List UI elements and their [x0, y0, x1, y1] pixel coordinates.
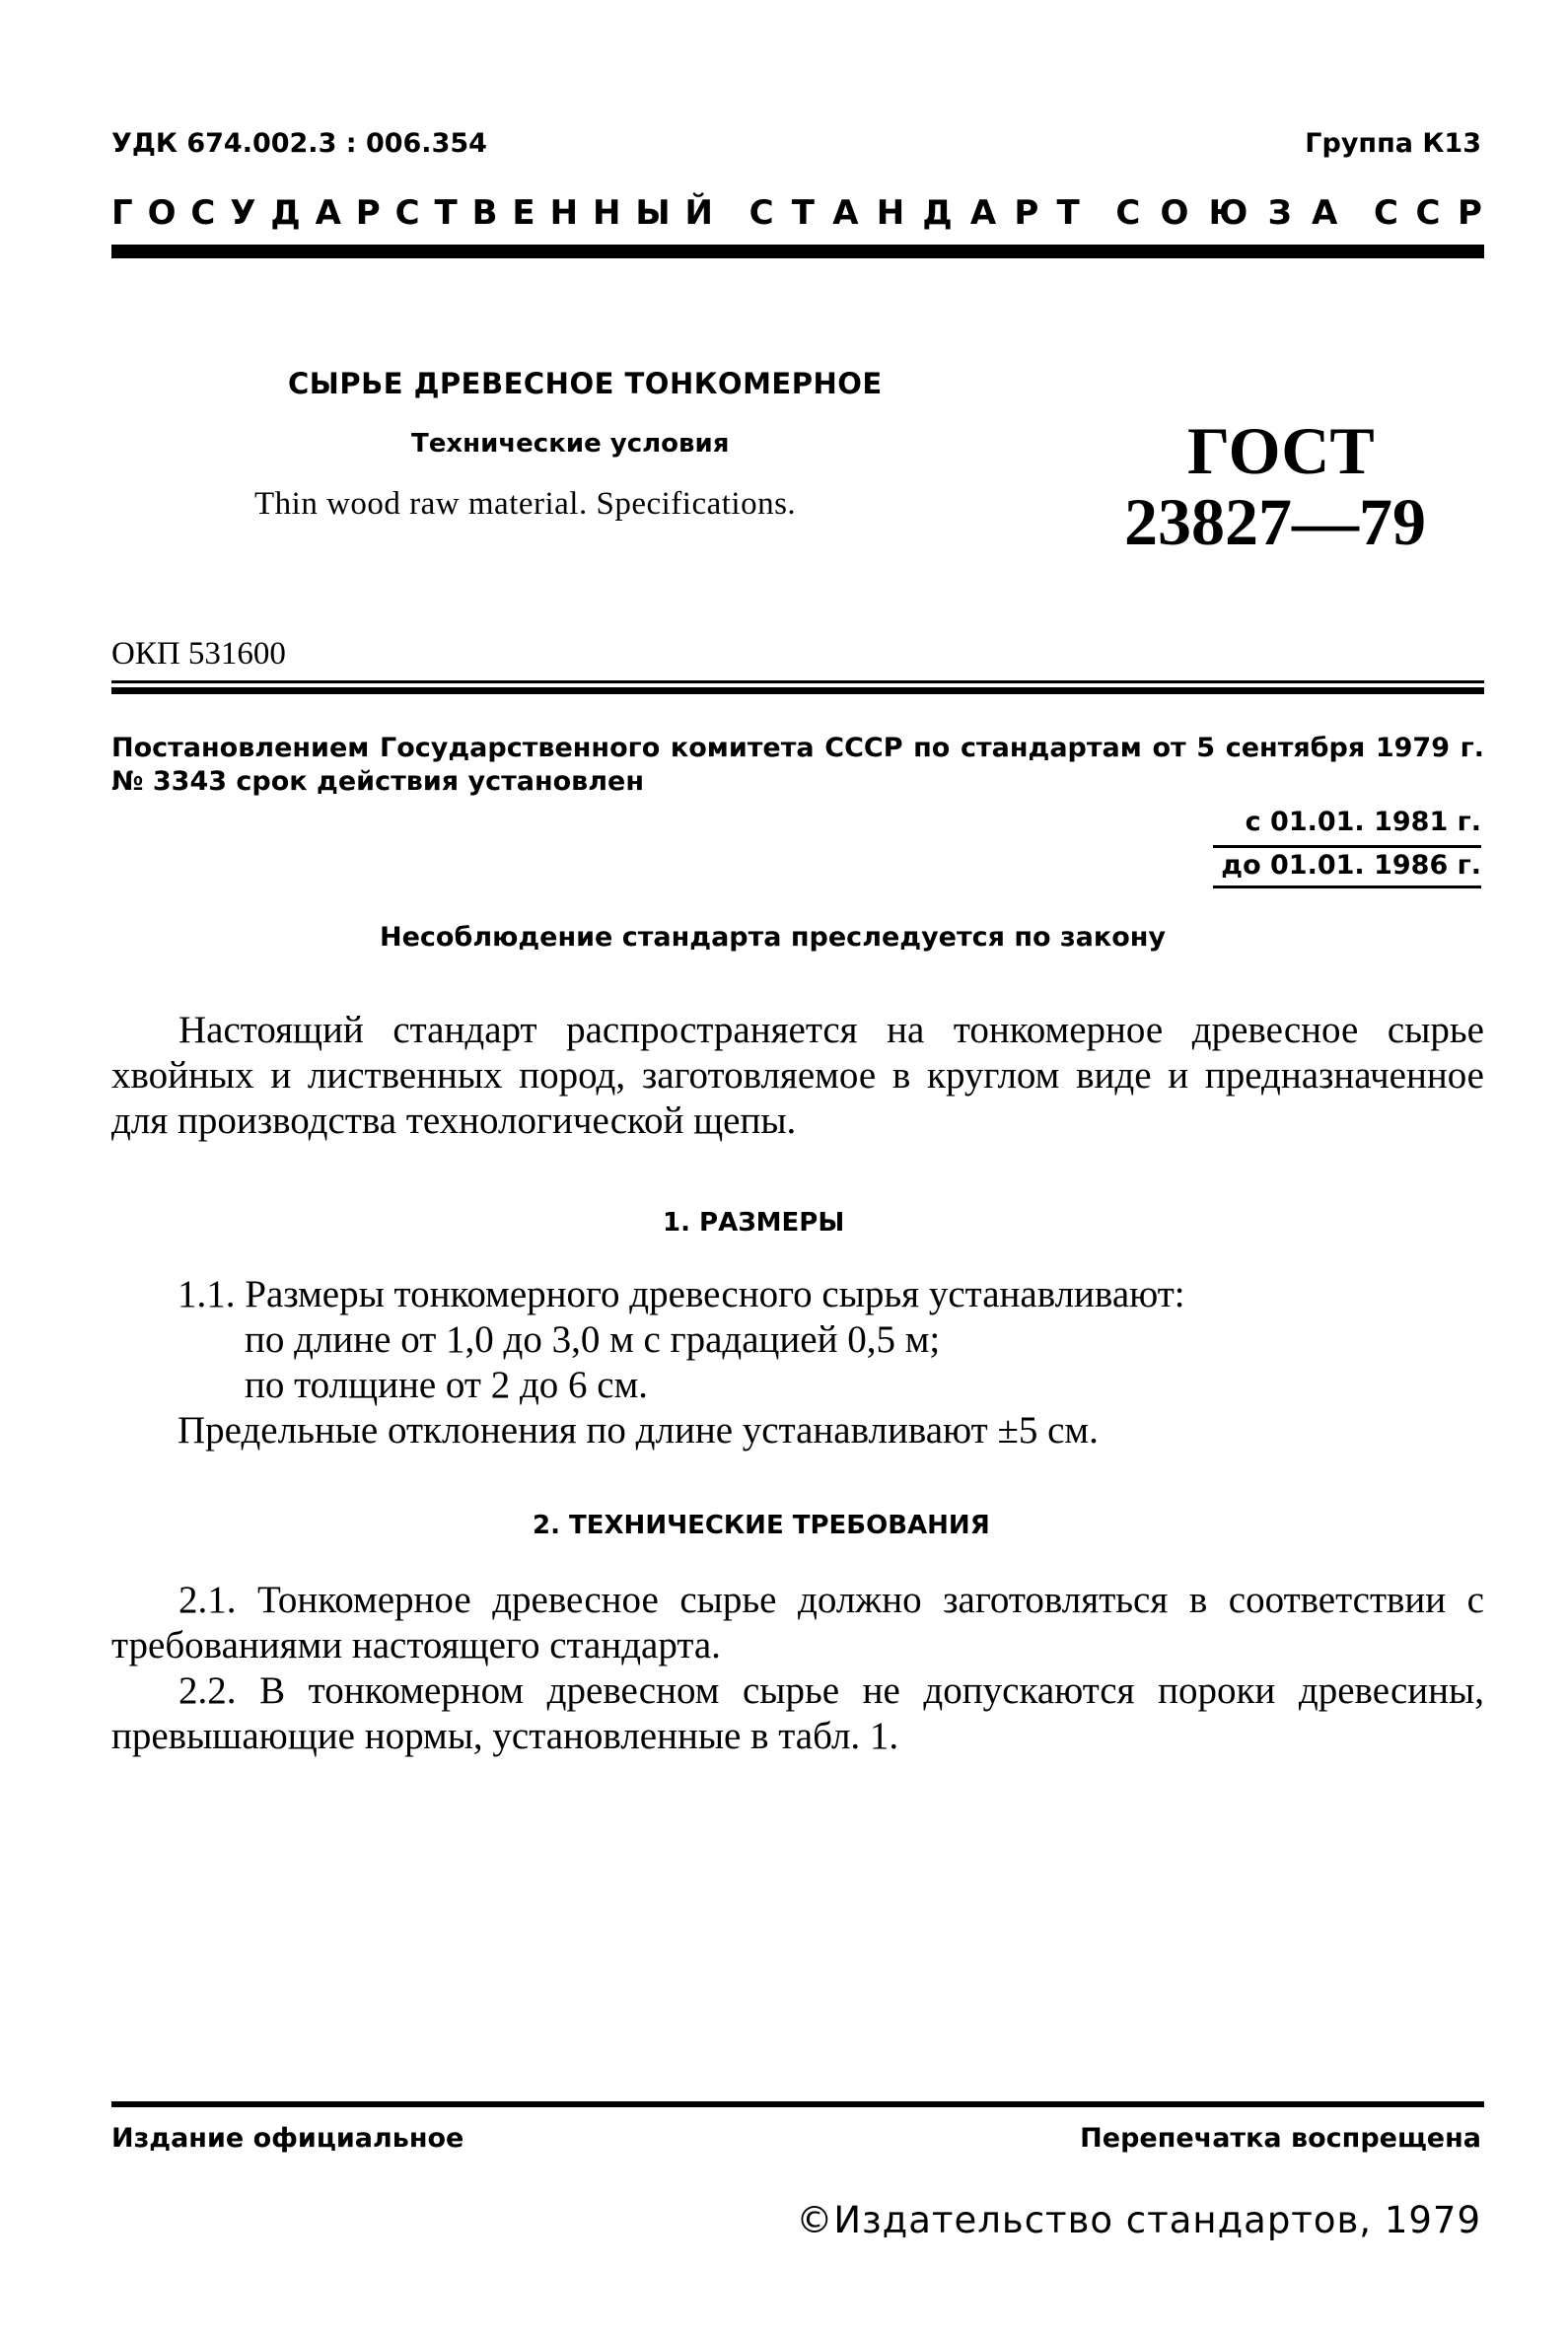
- footer-rule-thick: [111, 2101, 1484, 2107]
- gost-number: 23827—79: [1124, 484, 1426, 559]
- copyright-line: ©Издательство стандартов, 1979: [796, 2199, 1481, 2241]
- reprint-note: Перепечатка воспрещена: [1080, 2123, 1481, 2154]
- header-rule-thick: [111, 245, 1484, 258]
- clause-2-1: 2.1. Тонкомерное древесное сырье должно заготовляться в соответствии с требованиями настоящего стандарта.: [111, 1579, 1484, 1666]
- clause-1-1-tolerance: Предельные отклонения по длине устанавливают ±5 см.: [178, 1409, 1099, 1452]
- udk-code: УДК 674.002.3 : 006.354: [111, 128, 487, 159]
- okp-code: ОКП 531600: [111, 636, 286, 672]
- effective-to-date: до 01.01. 1986 г.: [1221, 850, 1481, 881]
- effective-from-date: с 01.01. 1981 г.: [1245, 807, 1481, 837]
- english-title: Thin wood raw material. Specifications.: [254, 486, 797, 522]
- legal-warning: Несоблюдение стандарта преследуется по закону: [380, 922, 1167, 953]
- date-to-underline: [1213, 886, 1481, 888]
- edition-note: Издание официальное: [111, 2123, 464, 2154]
- clause-1-1-thickness: по толщине от 2 до 6 см.: [245, 1364, 649, 1406]
- section-1-heading: 1. РАЗМЕРЫ: [663, 1208, 845, 1238]
- decree-text: Постановлением Государственного комитета СССР по стандартам от 5 сентября 1979 г. № 3343 срок действия установлен: [111, 733, 1484, 797]
- gost-label: ГОСТ: [1187, 413, 1375, 488]
- clause-1-1-length: по длине от 1,0 до 3,0 м с градацией 0,5 м;: [245, 1318, 941, 1361]
- banner-word-2: С Т А Н Д А Р Т: [748, 193, 1080, 233]
- date-from-underline: [1213, 845, 1481, 848]
- state-standard-banner: [111, 193, 1482, 233]
- document-title: СЫРЬЕ ДРЕВЕСНОЕ ТОНКОМЕРНОЕ: [288, 367, 883, 400]
- clause-1-1: 1.1. Размеры тонкомерного древесного сырья устанавливают:: [178, 1273, 1185, 1315]
- okp-rule-thin: [111, 680, 1484, 683]
- okp-rule-thick: [111, 687, 1484, 694]
- banner-word-3: С О Ю З А: [1115, 193, 1338, 233]
- section-2-heading: 2. ТЕХНИЧЕСКИЕ ТРЕБОВАНИЯ: [533, 1511, 990, 1540]
- document-subtitle: Технические условия: [411, 429, 730, 459]
- intro-paragraph: Настоящий стандарт распространяется на тонкомерное древесное сырье хвойных и лиственных пород, заготовляемое в круглом виде и предназначенное для производства технологической щепы.: [111, 1009, 1484, 1142]
- banner-word-4: С С Р: [1373, 193, 1482, 233]
- clause-2-2: 2.2. В тонкомерном древесном сырье не допускаются пороки древесины, превышающие нормы, установленные в табл. 1.: [111, 1669, 1484, 1757]
- group-code: Группа К13: [1305, 128, 1481, 159]
- banner-word-1: Г О С У Д А Р С Т В Е Н Н Ы Й: [111, 193, 713, 233]
